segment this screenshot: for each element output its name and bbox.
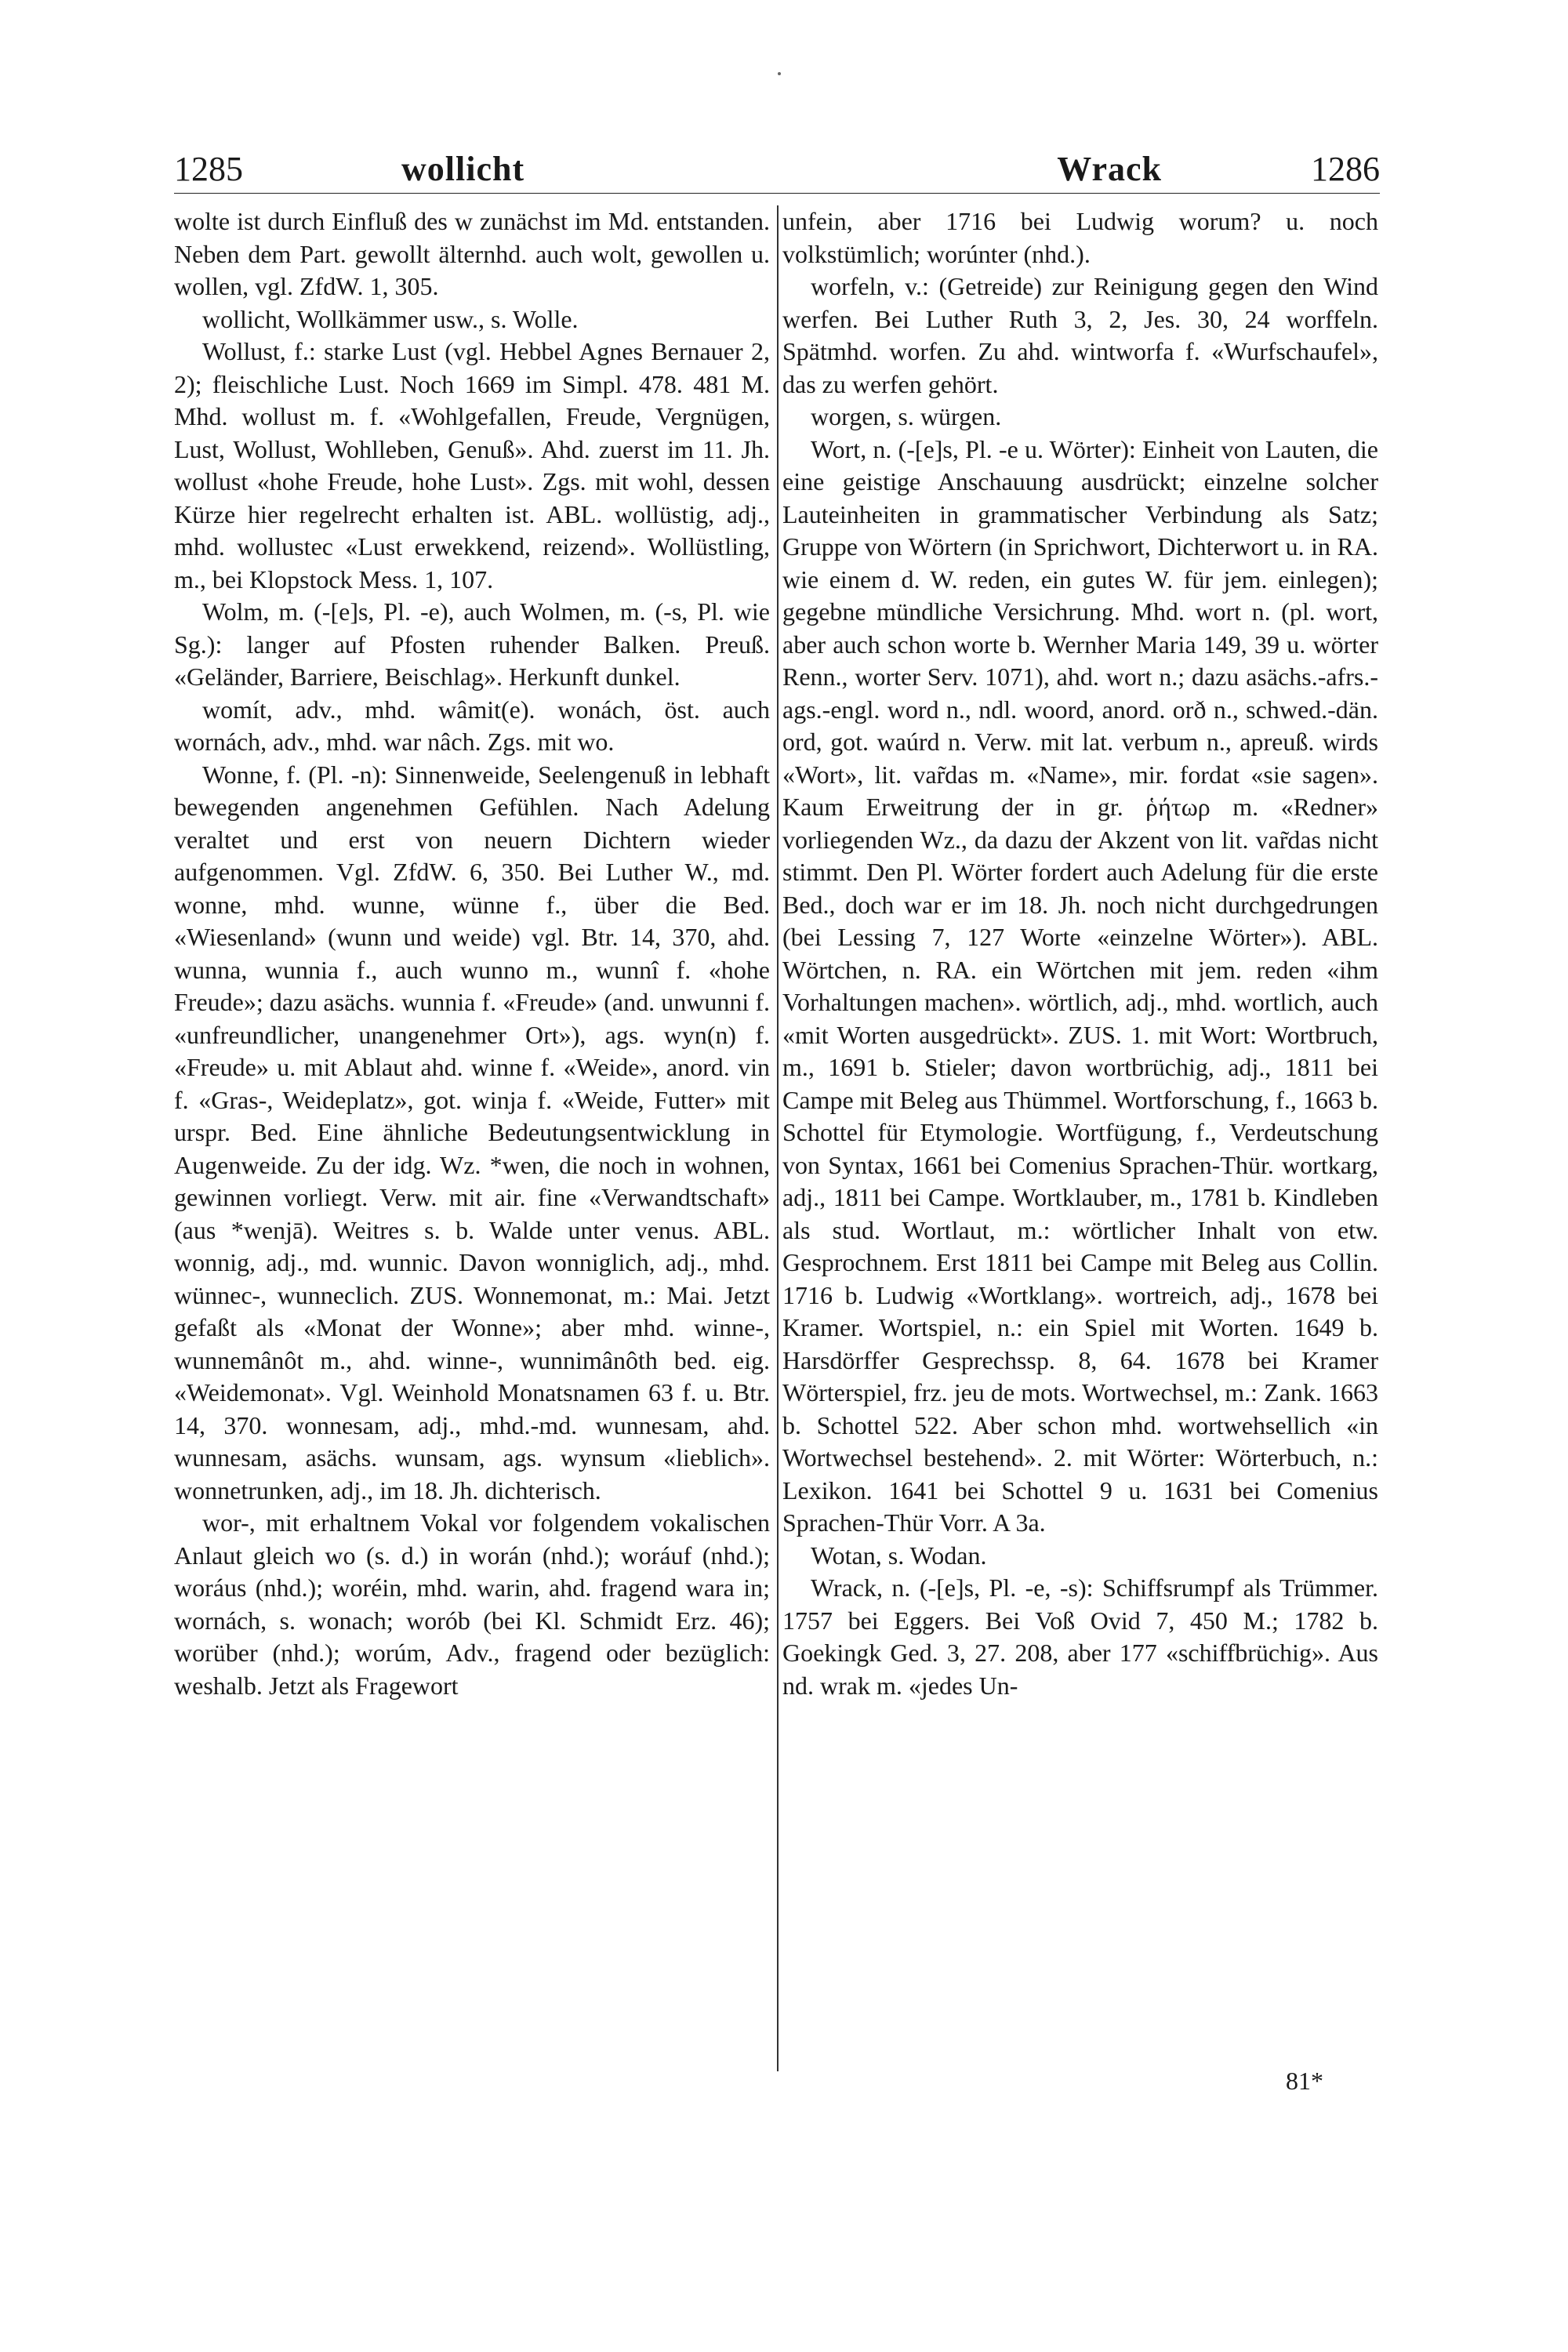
signature-mark: 81*	[1286, 2067, 1323, 2095]
entry-wonne: Wonne, f. (Pl. -n): Sinnenweide, Seelengenuß in lebhaft bewegenden angenehmen Gefühlen. Nach Adelung veraltet und erst von neuern Dichtern wieder aufgenommen. Vgl. ZfdW. 6, 350. Bei Luther W., md. wonne, mhd. wunne, wünne f., über die Bed. «Wiesenland» (wunn und weide) vgl. Btr. 14, 370, ahd. wunna, wunnia f., auch wunno m., wunnî f. «hohe Freude»; dazu asächs. wunnia f. «Freude» (and. unwunni f. «unfreundlicher, unangenehmer Ort»), ags. wyn(n) f. «Freude» u. mit Ablaut ahd. winne f. «Weide», anord. vin f. «Gras-, Weideplatz», got. winja f. «Weide, Futter» mit urspr. Bed. Eine ähnliche Bedeutungsentwicklung in Augenweide. Zu der idg. Wz. *wen, die noch in wohnen, gewinnen vorliegt. Verw. mit air. fine «Verwandtschaft» (aus *wenjā). Weitres s. b. Walde unter venus. ABL. wonnig, adj., md. wunnic. Davon wonniglich, adj., mhd. wünnec-, wunneclich. ZUS. Wonnemonat, m.: Mai. Jetzt gefaßt als «Monat der Wonne»; aber mhd. winne-, wunnemânôt m., ahd. winne-, wunnimânôth bed. eig. «Weidemonat». Vgl. Weinhold Monatsnamen 63 f. u. Btr. 14, 370. wonnesam, adj., mhd.-md. wunnesam, ahd. wunnesam, asächs. wunsam, ags. wynsum «lieblich». wonnetrunken, adj., im 18. Jh. dichterisch.	[174, 760, 770, 1504]
entry-wort: Wort, n. (-[e]s, Pl. -e u. Wörter): Einheit von Lauten, die eine geistige Anschauung ausdrückt; einzelne solcher Lauteinheiten in grammatischer Verbindung als Satz; Gruppe von Wörtern (in Sprichwort, Dichterwort u. in RA. wie einem d. W. reden, ein gutes W. für jem. einlegen); gegebne mündliche Versichrung. Mhd. wort n. (pl. wort, aber auch schon worte b. Wernher Maria 149, 39 u. wörter Renn., worter Serv. 1071), ahd. wort n.; dazu asächs.-afrs.-ags.-engl. word n., ndl. woord, anord. orð n., schwed.-dän. ord, got. waúrd n. Verw. mit lat. verbum n., apreuß. wirds «Wort», lit. var̃das m. «Name», mir. fordat «sie sagen». Kaum Erweitrung der in gr. ῥήτωρ m. «Redner» vorliegenden Wz., da dazu der Akzent von lit. var̃das nicht stimmt. Den Pl. Wörter fordert auch Adelung für die erste Bed., doch war er im 18. Jh. noch nicht durchgedrungen (bei Lessing 7, 127 Worte «einzelne Wörter»). ABL. Wörtchen, n. RA. ein Wörtchen mit jem. reden «ihm Vorhaltungen machen». wörtlich, adj., mhd. wortlich, auch «mit Worten ausgedrückt». ZUS. 1. mit Wort: Wortbruch, m., 1691 b. Stieler; davon wortbrüchig, adj., 1811 bei Campe mit Beleg aus Thümmel. Wortforschung, f., 1663 b. Schottel für Etymologie. Wortfügung, f., Verdeutschung von Syntax, 1661 bei Comenius Sprachen-Thür. wortkarg, adj., 1811 bei Campe. Wortklauber, m., 1781 b. Kindleben als stud. Wortlaut, m.: wörtlicher Inhalt von etw. Gesprochnem. Erst 1811 bei Campe mit Beleg aus Collin. 1716 b. Ludwig «Wortklang». wortreich, adj., 1678 bei Kramer. Wortspiel, n.: ein Spiel mit Worten. 1649 b. Harsdörffer Gesprechssp. 8, 64. 1678 bei Kramer Wörterspiel, frz. jeu de mots. Wortwechsel, m.: Zank. 1663 b. Schottel 522. Aber schon mhd. wortwehsellich «in Wortwechsel bestehend». 2. mit Wörter: Wörterbuch, n.: Lexikon. 1641 bei Schottel 9 u. 1631 bei Comenius Sprachen-Thür Vorr. A 3a.	[782, 434, 1378, 1537]
entry-wrack: Wrack, n. (-[e]s, Pl. -e, -s): Schiffsrumpf als Trümmer. 1757 bei Eggers. Bei Voß Ovid 7, 450 M.; 1782 b. Goekingk Ged. 3, 27. 208, aber 177 «schiffbrüchig». Aus nd. wrak m. «jedes Un-	[782, 1573, 1378, 1700]
page-header	[174, 146, 1380, 194]
entry-wor-continuation: unfein, aber 1716 bei Ludwig worum? u. noch volkstümlich; worúnter (nhd.).	[782, 207, 1378, 268]
entry-wor: wor-, mit erhaltnem Vokal vor folgendem vokalischen Anlaut gleich wo (s. d.) in worán (nhd.); woráuf (nhd.); woráus (nhd.); woréin, mhd. warin, ahd. fragend wara in; wornách, s. wonach; worób (bei Kl. Schmidt Erz. 46); worüber (nhd.); worúm, Adv., fragend oder bezüglich: weshalb. Jetzt als Fragewort	[174, 1508, 770, 1700]
entry-wolm: Wolm, m. (-[e]s, Pl. -e), auch Wolmen, m. (-s, Pl. wie Sg.): langer auf Pfosten ruhender Balken. Preuß. «Geländer, Barriere, Beischlag». Herkunft dunkel.	[174, 597, 770, 691]
right-column	[782, 205, 1378, 1702]
entry-worgen: worgen, s. würgen.	[811, 402, 1002, 430]
guide-word-left: wollicht	[401, 150, 525, 188]
print-speck	[778, 72, 781, 75]
entry-wolte-continuation: wolte ist durch Einfluß des w zunächst im Md. entstanden. Neben dem Part. gewollt älternhd. auch wolt, gewollen u. wollen, vgl. ZfdW. 1, 305.	[174, 207, 770, 300]
entry-wotan: Wotan, s. Wodan.	[811, 1541, 987, 1570]
entry-wollust: Wollust, f.: starke Lust (vgl. Hebbel Agnes Bernauer 2, 2); fleischliche Lust. Noch 1669 im Simpl. 478. 481 M. Mhd. wollust m. f. «Wohlgefallen, Freude, Vergnügen, Lust, Wollust, Wohlleben, Genuß». Ahd. zuerst im 11. Jh. wollust «hohe Freude, hohe Lust». Zgs. mit wohl, dessen Kürze hier regelrecht erhalten ist. ABL. wollüstig, adj., mhd. wollustec «Lust erwekkend, reizend». Wollüstling, m., bei Klopstock Mess. 1, 107.	[174, 337, 770, 593]
page-number-left: 1285	[174, 150, 243, 188]
entry-womit: womít, adv., mhd. wâmit(e). wonách, öst. auch wornách, adv., mhd. war nâch. Zgs. mit wo.	[174, 695, 770, 756]
guide-word-right: Wrack	[1057, 150, 1162, 188]
entry-worfeln: worfeln, v.: (Getreide) zur Reinigung gegen den Wind werfen. Bei Luther Ruth 3, 2, Jes. 30, 24 worffeln. Spätmhd. worfen. Zu ahd. wintworfa f. «Wurfschaufel», das zu werfen gehört.	[782, 272, 1378, 398]
column-divider	[777, 205, 779, 2071]
entry-wollicht: wollicht, Wollkämmer usw., s. Wolle.	[202, 304, 579, 333]
page-number-right: 1286	[1311, 150, 1380, 188]
left-column	[174, 205, 770, 1702]
